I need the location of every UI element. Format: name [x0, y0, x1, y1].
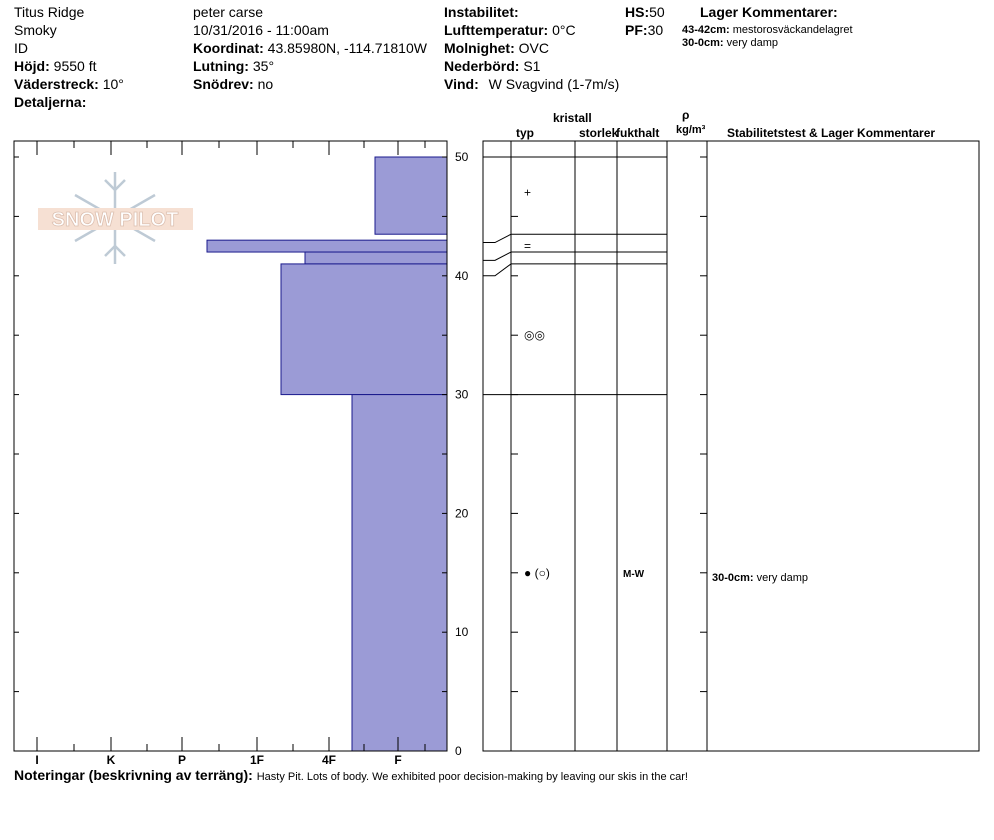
y-tick-label: 40	[455, 268, 469, 283]
stability-comment-range: 30-0cm:	[712, 571, 754, 584]
observer: peter carse	[193, 4, 264, 20]
layer-connector	[483, 234, 511, 242]
layer-comment-2-text: very damp	[726, 37, 778, 49]
crystal-symbol: =	[524, 239, 532, 254]
instability-label: Instabilitet:	[444, 4, 519, 20]
pf-label: PF:	[625, 22, 648, 38]
table-ticks	[511, 157, 707, 751]
wind-label: Vind:	[444, 76, 479, 92]
hardness-bars	[207, 157, 447, 751]
coordinates-label: Koordinat:	[193, 40, 264, 56]
clouds-value: OVC	[518, 40, 549, 56]
air-temp-value: 0°C	[552, 22, 576, 38]
x-tick-label: F	[394, 753, 402, 767]
details-label: Detaljerna:	[14, 94, 87, 110]
stability-comment-text: very damp	[753, 571, 808, 584]
stability-comment	[712, 572, 808, 584]
header-kristall: kristall	[553, 111, 592, 125]
crystal-symbols	[524, 186, 550, 580]
datetime: 10/31/2016 - 11:00am	[193, 22, 329, 38]
logo-text: SNOW PILOT	[51, 209, 179, 231]
x-tick-label: I	[35, 753, 39, 767]
elevation-label: Höjd:	[14, 58, 50, 74]
wind-value: W Svagvind (1-7m/s)	[488, 76, 620, 92]
hs-label: HS:	[625, 4, 650, 20]
notes-label: Noteringar (beskrivning av terräng):	[14, 767, 253, 783]
precip-label: Nederbörd:	[444, 58, 520, 74]
header-fukthalt: fukthalt	[616, 126, 660, 140]
y-tick-label: 0	[455, 744, 462, 758]
location: Titus Ridge	[14, 4, 85, 20]
hs-value: 50	[649, 4, 665, 20]
precip-value: S1	[523, 58, 541, 74]
layer-comment-1-text: mestorosväckandelagret	[732, 24, 853, 36]
drift-label: Snödrev:	[193, 76, 254, 92]
y-tick-label: 30	[455, 387, 469, 402]
header-density-unit: kg/m³	[676, 124, 706, 136]
crystal-symbol: +	[524, 185, 532, 200]
hardness-bar-2	[305, 252, 447, 264]
y-tick-label: 20	[455, 506, 469, 521]
snowpilot-logo	[38, 172, 193, 264]
region: Smoky	[14, 22, 57, 38]
header-storlek: storlek	[579, 126, 619, 140]
layer-comments-title: Lager Kommentarer:	[700, 4, 838, 20]
layer-comment-1-range: 43-42cm:	[682, 24, 730, 36]
slope-value: 35°	[252, 58, 275, 74]
layer-connector	[483, 252, 511, 260]
drift-value: no	[257, 76, 274, 92]
clouds-label: Molnighet:	[444, 40, 515, 56]
notes	[14, 767, 688, 786]
x-tick-label: 1F	[249, 753, 265, 767]
header-typ: typ	[516, 126, 534, 140]
table-frame	[483, 141, 979, 751]
pf-value: 30	[647, 22, 664, 38]
crystal-symbol: ● (○)	[524, 565, 550, 580]
x-tick-label: P	[177, 753, 187, 767]
hardness-bar-4	[352, 395, 447, 751]
air-temp-label: Lufttemperatur:	[444, 22, 549, 38]
layer-connector	[483, 264, 511, 276]
elevation-value: 9550 ft	[53, 58, 97, 74]
header-rho: ρ	[682, 108, 690, 122]
hardness-bar-0	[375, 157, 447, 234]
aspect-value: 10°	[102, 76, 124, 92]
layer-comment-2-range: 30-0cm:	[682, 37, 724, 49]
moisture-values	[623, 569, 645, 580]
header-stability: Stabilitetstest & Lager Kommentarer	[727, 126, 936, 140]
moisture-value: M-W	[623, 568, 645, 580]
coordinates-value: 43.85980N, -114.71810W	[267, 40, 427, 56]
stability-comments	[712, 572, 808, 584]
y-tick-label: 10	[455, 625, 469, 640]
slope-label: Lutning:	[193, 58, 249, 74]
crystal-symbol: ◎◎	[524, 328, 545, 343]
id-label: ID	[14, 40, 28, 56]
aspect-label: Väderstreck:	[14, 76, 99, 92]
x-tick-label: 4F	[321, 753, 337, 767]
x-tick-label: K	[106, 753, 116, 767]
hardness-bar-3	[281, 264, 447, 395]
y-tick-label: 50	[455, 150, 469, 164]
notes-text: Hasty Pit. Lots of body. We exhibited poor decision-making by leaving our skis in the car!	[256, 771, 688, 783]
hardness-bar-1	[207, 240, 447, 252]
